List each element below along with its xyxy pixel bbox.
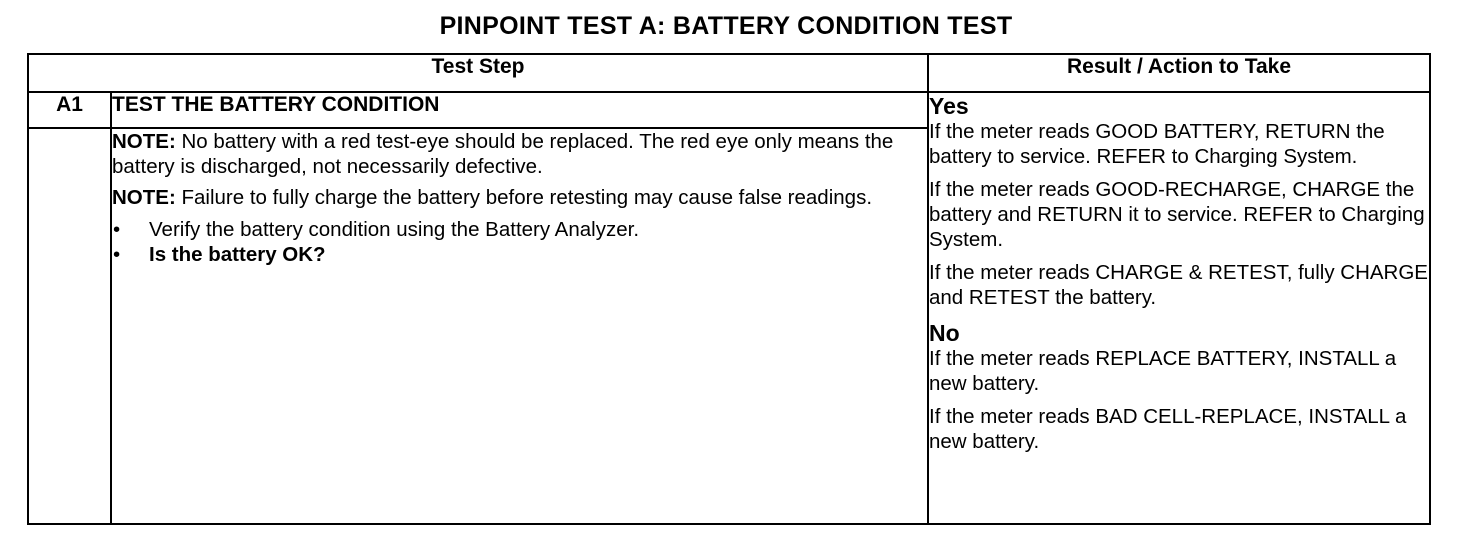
step-id: A1 [28,92,111,128]
result-yes-label: Yes [929,93,969,119]
list-item [112,217,927,242]
note-text: No battery with a red test-eye should be replaced. The red eye only means the battery is discharged, not necessarily defective. [112,130,894,178]
header-test-step: Test Step [28,54,928,92]
step-name: TEST THE BATTERY CONDITION [111,92,928,128]
header-result: Result / Action to Take [928,54,1430,92]
step-id-blank [28,128,111,524]
bullet-icon: • [113,218,121,241]
table-header-row [28,54,1430,92]
result-no-item: If the meter reads REPLACE BATTERY, INSTALL a new battery. [929,347,1397,395]
result-yes-item: If the meter reads CHARGE & RETEST, fully CHARGE and RETEST the battery. [929,261,1428,309]
result-no-label: No [929,320,960,346]
list-item [112,242,927,267]
note-2 [112,185,927,210]
note-label: NOTE: [112,186,176,209]
result-yes-item: If the meter reads GOOD-RECHARGE, CHARGE the battery and RETURN it to service. REFER to Charging System. [929,178,1425,251]
result-no-item: If the meter reads BAD CELL-REPLACE, INSTALL a new battery. [929,405,1407,453]
note-text: Failure to fully charge the battery before retesting may cause false readings. [175,186,873,209]
page-title: PINPOINT TEST A: BATTERY CONDITION TEST [439,12,1013,40]
note-label: NOTE: [112,130,176,153]
result-yes-item: If the meter reads GOOD BATTERY, RETURN the battery to service. REFER to Charging System. [929,120,1385,168]
pinpoint-test-table [27,53,1431,525]
question-text: Is the battery OK? [149,243,326,266]
action-text: Verify the battery condition using the Battery Analyzer. [149,218,640,241]
result-cell [928,92,1430,524]
step-title-row [28,92,1430,128]
step-actions-list [112,217,927,267]
note-1 [112,129,927,179]
bullet-icon: • [113,243,121,266]
step-body [111,128,928,524]
